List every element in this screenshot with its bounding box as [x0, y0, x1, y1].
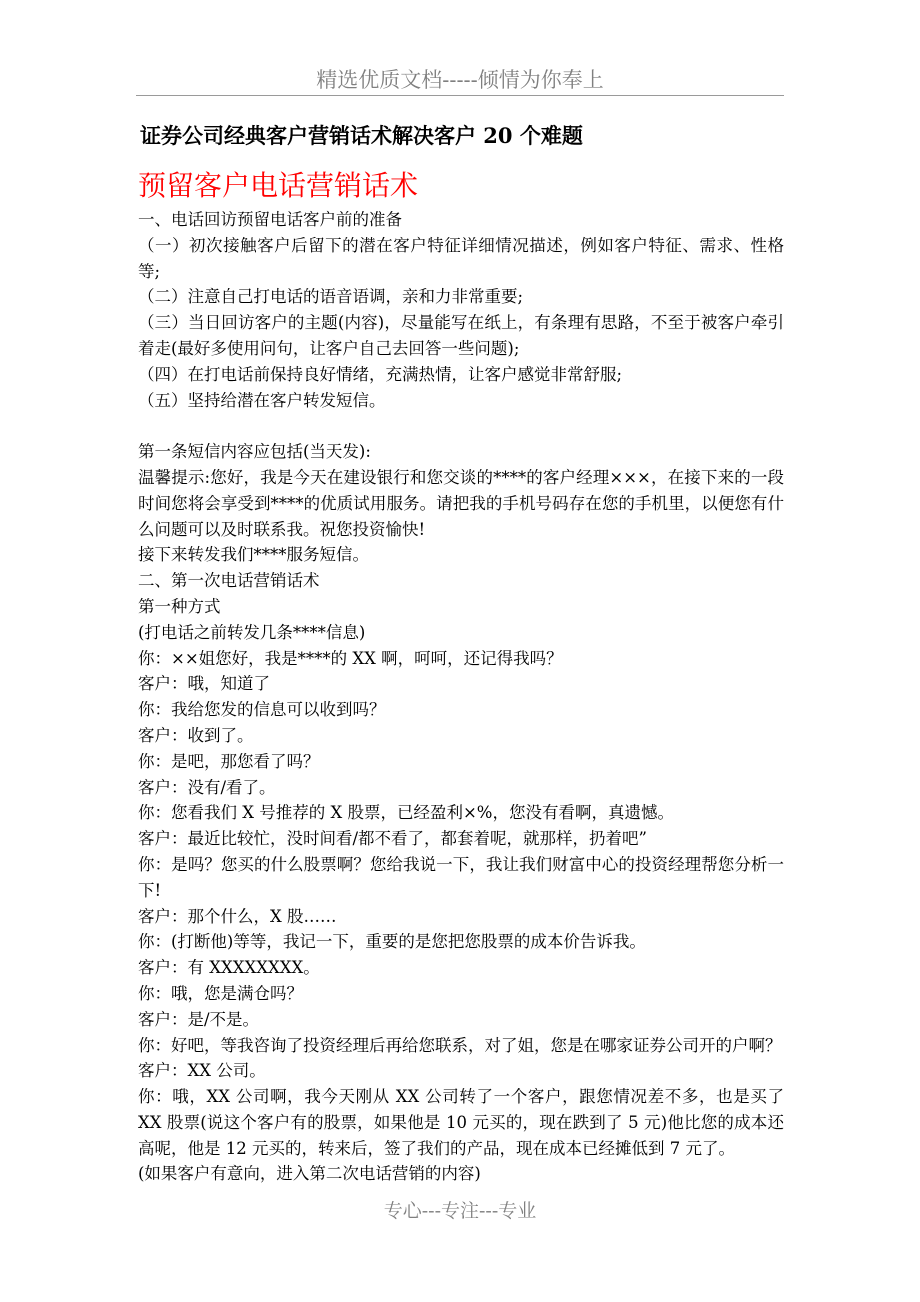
body-line: (打电话之前转发几条****信息) — [138, 622, 366, 642]
body-line: 客户：收到了。 — [138, 725, 254, 745]
page-footer: 专心---专注---专业 — [383, 1200, 537, 1222]
body-line: 你：您看我们 X 号推荐的 X 股票，已经盈利×%，您没有看啊，真遗憾。 — [138, 803, 674, 823]
document-title: 证券公司经典客户营销话术解决客户 20 个难题 — [140, 123, 583, 148]
body-line: 二、第一次电话营销话术 — [138, 571, 320, 591]
body-line: 你：(打断他)等等，我记一下，重要的是您把您股票的成本价告诉我。 — [138, 932, 646, 952]
blank-line — [138, 413, 784, 439]
body-line: 客户：XX 公司。 — [138, 1061, 266, 1081]
header-divider — [136, 95, 784, 96]
body-line: 你：哦，您是满仓吗？ — [138, 983, 303, 1003]
body-line: 接下来转发我们****服务短信。 — [138, 545, 369, 565]
body-line: (如果客户有意向，进入第二次电话营销的内容) — [138, 1164, 481, 1184]
body-line: 一、电话回访预留电话客户前的准备 — [138, 210, 402, 229]
body-line: 温馨提示:您好，我是今天在建设银行和您交谈的****的客户经理×××，在接下来的一段时间您将会享受到****的优质试用服务。请把我的手机号码存在您的手机里，以便您有什么问题可以及时联系我。祝您投资愉快! — [138, 467, 784, 539]
document-body — [138, 207, 784, 1187]
section-heading: 预留客户电话营销话术 — [138, 169, 419, 202]
body-line: 你：是吧，那您看了吗？ — [138, 751, 320, 771]
body-line: 客户：哦，知道了 — [138, 674, 270, 694]
body-line: 你：××姐您好，我是****的 XX 啊，呵呵，还记得我吗？ — [138, 648, 563, 668]
body-line: 第一种方式 — [138, 596, 221, 616]
body-line: 客户：有 XXXXXXXX。 — [138, 958, 320, 978]
body-line: （二）注意自己打电话的语音语调，亲和力非常重要; — [138, 287, 524, 307]
body-line: 你：是吗？您买的什么股票啊？您给我说一下，我让我们财富中心的投资经理帮您分析一下! — [138, 854, 784, 900]
body-line: （五）坚持给潜在客户转发短信。 — [138, 390, 386, 410]
body-line: （一）初次接触客户后留下的潜在客户特征详细情况描述，例如客户特征、需求、性格等; — [138, 235, 784, 281]
body-line: （四）在打电话前保持良好情绪，充满热情，让客户感觉非常舒服; — [138, 364, 623, 384]
body-line: 客户：没有/看了。 — [138, 777, 276, 797]
page-header: 精选优质文档-----倾情为你奉上 — [316, 68, 604, 92]
body-line: （三）当日回访客户的主题(内容)，尽量能写在纸上，有条理有思路，不至于被客户牵引着走(最好多使用问句，让客户自己去回答一些问题); — [138, 313, 784, 358]
body-line: 你：好吧，等我咨询了投资经理后再给您联系，对了姐，您是在哪家证券公司开的户啊？ — [138, 1035, 782, 1055]
body-line: 客户：那个什么，X 股…… — [138, 906, 337, 926]
body-line: 你：我给您发的信息可以收到吗？ — [138, 700, 386, 720]
body-line: 第一条短信内容应包括(当天发): — [138, 442, 371, 462]
body-line: 客户：最近比较忙，没时间看/都不看了，都套着呢，就那样，扔着吧” — [138, 829, 647, 849]
body-line: 客户：是/不是。 — [138, 1009, 260, 1029]
body-line: 你：哦，XX 公司啊，我今天刚从 XX 公司转了一个客户，跟您情况差不多，也是买了 XX 股票(说这个客户有的股票，如果他是 10 元买的，现在跌到了 5 元)他比您的成本还高呢，他是 12 元买的，转来后，签了我们的产品，现在成本已经摊低到 7 元了。 — [138, 1087, 784, 1158]
